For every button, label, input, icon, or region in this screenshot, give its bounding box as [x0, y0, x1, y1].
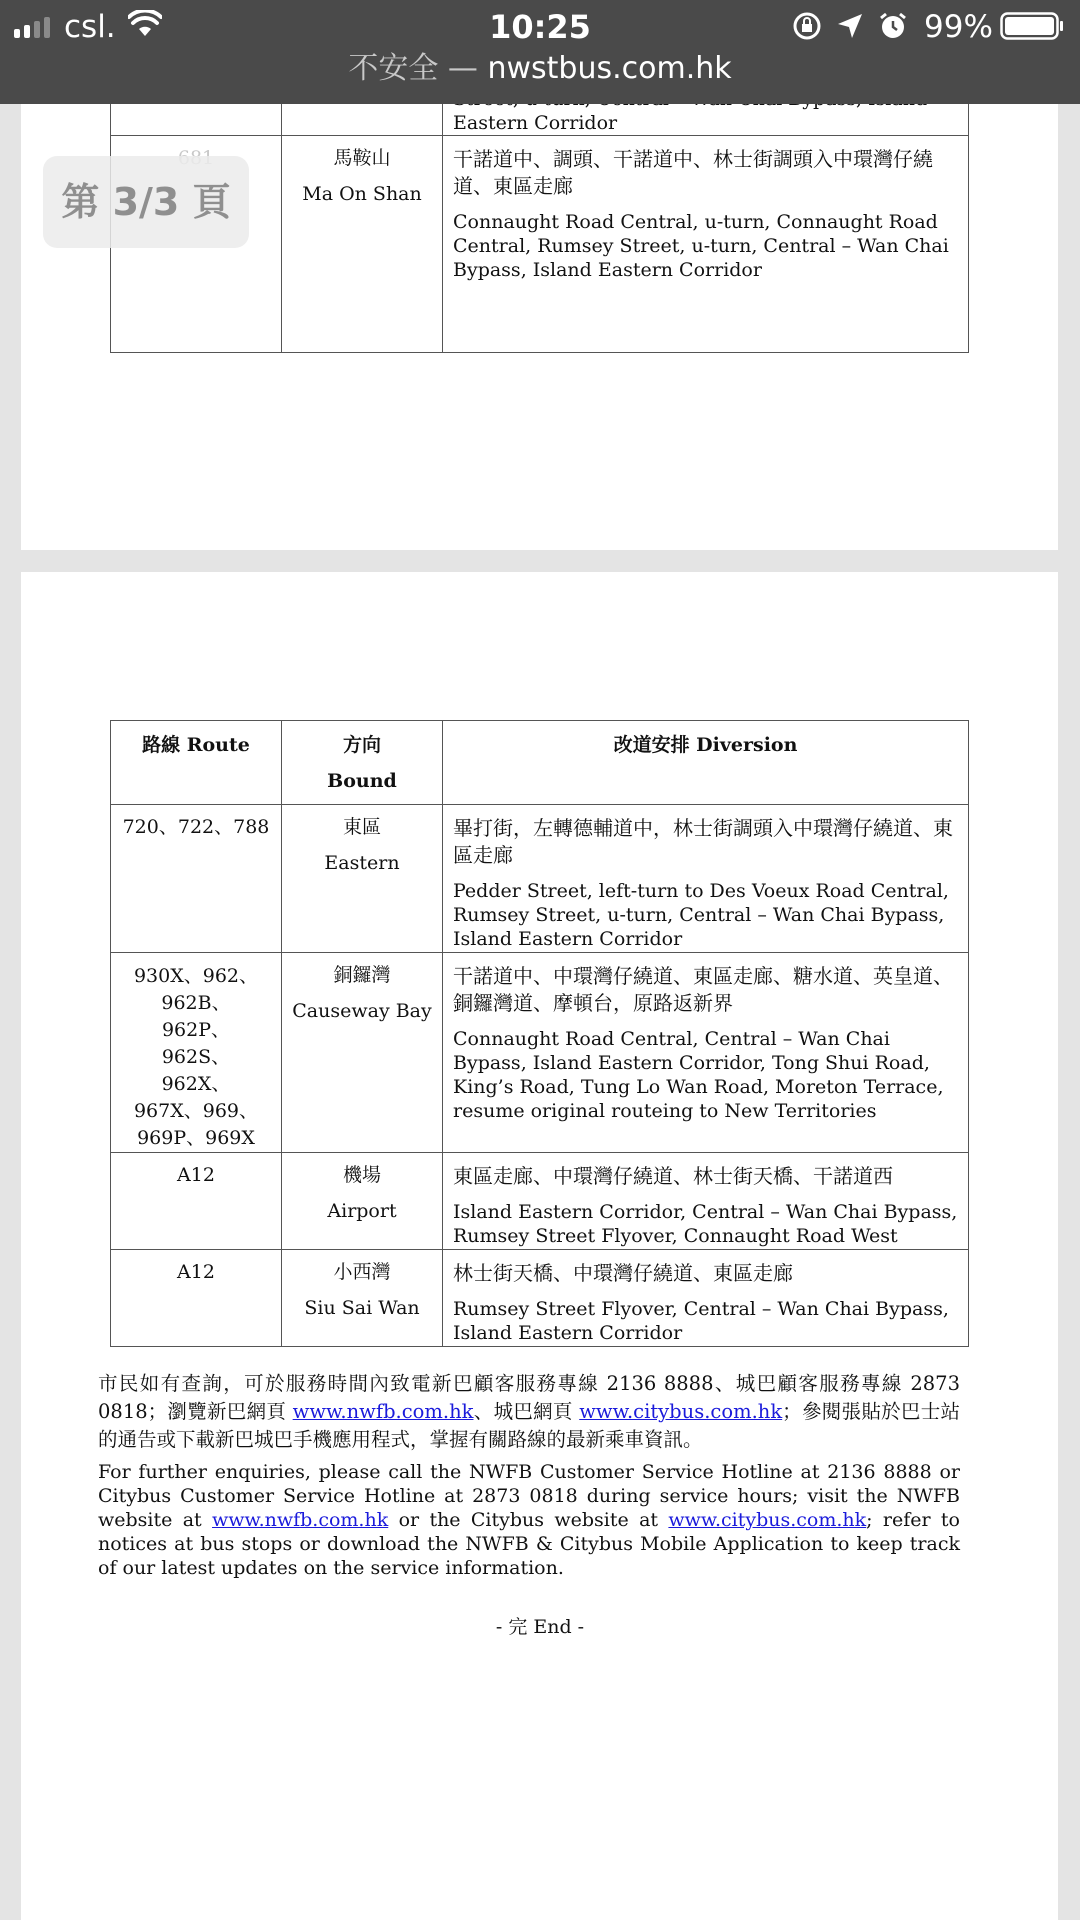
bound-cell — [282, 1153, 443, 1250]
url-separator: — — [447, 51, 478, 86]
rotation-lock-icon — [792, 11, 822, 41]
table-row — [111, 953, 969, 1153]
bound-zh: 機場 — [342, 1164, 381, 1186]
bound-en: Causeway Bay — [292, 1000, 432, 1022]
nwfb-website-link[interactable]: www.nwfb.com.hk — [292, 1400, 474, 1423]
citybus-website-link[interactable]: www.citybus.com.hk — [668, 1509, 867, 1531]
address-bar[interactable] — [0, 52, 1080, 104]
bound-en: Ma On Shan — [302, 183, 422, 205]
diversion-zh: 林士街天橋、中環灣仔繞道、東區走廊 — [453, 1261, 793, 1285]
header-route — [111, 721, 282, 805]
route-cell — [111, 953, 282, 1153]
diversion-cell — [443, 1250, 969, 1347]
header-diversion — [443, 721, 969, 805]
status-bar — [0, 0, 1080, 52]
notice-en-text: or the Citybus website at — [388, 1509, 669, 1531]
diversion-en: Eastern Corridor — [453, 112, 618, 134]
header-route-label: 路線 Route — [142, 734, 250, 756]
diversion-en: Rumsey Street Flyover, Central – Wan Chai Bypass, Island Eastern Corridor — [453, 1298, 949, 1344]
url-domain: nwstbus.com.hk — [487, 51, 732, 86]
status-icons — [792, 11, 908, 41]
enquiry-notice-en — [98, 1460, 960, 1580]
diversion-cell — [443, 805, 969, 953]
table-row — [111, 1153, 969, 1250]
diversion-en: Connaught Road Central, u-turn, Connaught Road Central, Rumsey Street, u-turn, Central – Wan Chai Bypass, Island Eastern Corridor — [453, 211, 949, 281]
battery-icon — [1000, 12, 1064, 40]
diversion-cell — [443, 136, 969, 353]
notice-en-text: ; refer to notices at bus stops or download the NWFB & Citybus Mobile Application to keep track of our latest updates on the service information. — [98, 1509, 960, 1579]
route-table — [110, 720, 969, 1347]
route-number: 720、722、788 — [122, 816, 270, 838]
diversion-en: Connaught Road Central, Central – Wan Chai Bypass, Island Eastern Corridor, Tong Shui Road, King’s Road, Tung Lo Wan Road, Moreton Terrace, resume original routeing to New Territories — [453, 1028, 944, 1122]
bound-cell — [282, 1250, 443, 1347]
diversion-cell — [443, 1153, 969, 1250]
diversion-zh: 干諾道中、中環灣仔繞道、東區走廊、糖水道、英皇道、銅鑼灣道、摩頓台，原路返新界 — [453, 964, 953, 1015]
header-diversion-label: 改道安排 Diversion — [613, 734, 798, 756]
clock-time: 10:25 — [489, 8, 591, 46]
nwfb-website-link[interactable]: www.nwfb.com.hk — [212, 1509, 389, 1531]
bound-en: Airport — [327, 1200, 397, 1222]
battery-percentage: 99% — [924, 9, 993, 45]
bound-zh: 銅鑼灣 — [333, 964, 391, 986]
diversion-en: Island Eastern Corridor, Central – Wan Chai Bypass, Rumsey Street Flyover, Connaught Road West — [453, 1201, 958, 1247]
route-number: A12 — [177, 1261, 215, 1283]
carrier-name: csl. — [64, 9, 116, 45]
diversion-zh: 畢打街，左轉德輔道中，林士街調頭入中環灣仔繞道、東區走廊 — [453, 816, 953, 867]
diversion-zh: 東區走廊、中環灣仔繞道、林士街天橋、干諾道西 — [453, 1164, 893, 1188]
end-mark: - 完 End - — [495, 1616, 585, 1638]
page-number-indicator: 第 3/3 頁 — [43, 156, 249, 248]
notice-en-text: For further enquiries, please call the NWFB Customer Service Hotline at 2136 8888 or Citybus Customer Service Hotline at 2873 0818 during service hours; visit the NWFB website at — [98, 1461, 960, 1531]
bound-zh: 馬鞍山 — [333, 147, 391, 169]
header-bound-en: Bound — [327, 770, 397, 792]
route-number: 930X、962、962B、962P、962S、962X、967X、969、969P、969X — [133, 965, 259, 1149]
diversion-zh: 干諾道中、調頭、干諾道中、林士街調頭入中環灣仔繞道、東區走廊 — [453, 147, 933, 198]
bound-cell — [282, 953, 443, 1153]
table-header-row — [111, 721, 969, 805]
notice-zh-text: 、城巴網頁 — [473, 1400, 580, 1423]
route-cell — [111, 1250, 282, 1347]
bound-zh: 東區 — [342, 816, 381, 838]
notice-zh-text: ；參閱張貼於巴士站的通告或下載新巴城巴手機應用程式，掌握有關路線的最新乘車資訊。 — [98, 1400, 960, 1451]
route-cell — [111, 805, 282, 953]
location-arrow-icon — [836, 12, 864, 40]
pdf-page-current — [21, 572, 1058, 1920]
security-warning: 不安全 — [348, 51, 439, 86]
table-row — [111, 805, 969, 953]
bound-zh: 小西灣 — [333, 1261, 391, 1283]
bound-cell — [282, 136, 443, 353]
enquiry-notice-zh — [98, 1370, 960, 1454]
table-row — [111, 1250, 969, 1347]
diversion-cell — [443, 953, 969, 1153]
route-number: A12 — [177, 1164, 215, 1186]
citybus-website-link[interactable]: www.citybus.com.hk — [579, 1400, 783, 1423]
header-bound — [282, 721, 443, 805]
bound-cell — [282, 805, 443, 953]
diversion-en: Pedder Street, left-turn to Des Voeux Road Central, Rumsey Street, u-turn, Central – Wan Chai Bypass, Island Eastern Corridor — [453, 880, 949, 950]
bound-en: Eastern — [324, 852, 400, 874]
bound-en: Siu Sai Wan — [304, 1297, 420, 1319]
header-bound-zh: 方向 — [342, 734, 381, 756]
browser-top-bar — [0, 0, 1080, 104]
route-cell — [111, 1153, 282, 1250]
notice-zh-text: 市民如有查詢，可於服務時間內致電新巴顧客服務專線 2136 8888、城巴顧客服務專線 2873 0818；瀏覽新巴網頁 — [98, 1372, 960, 1423]
alarm-clock-icon — [878, 11, 908, 41]
